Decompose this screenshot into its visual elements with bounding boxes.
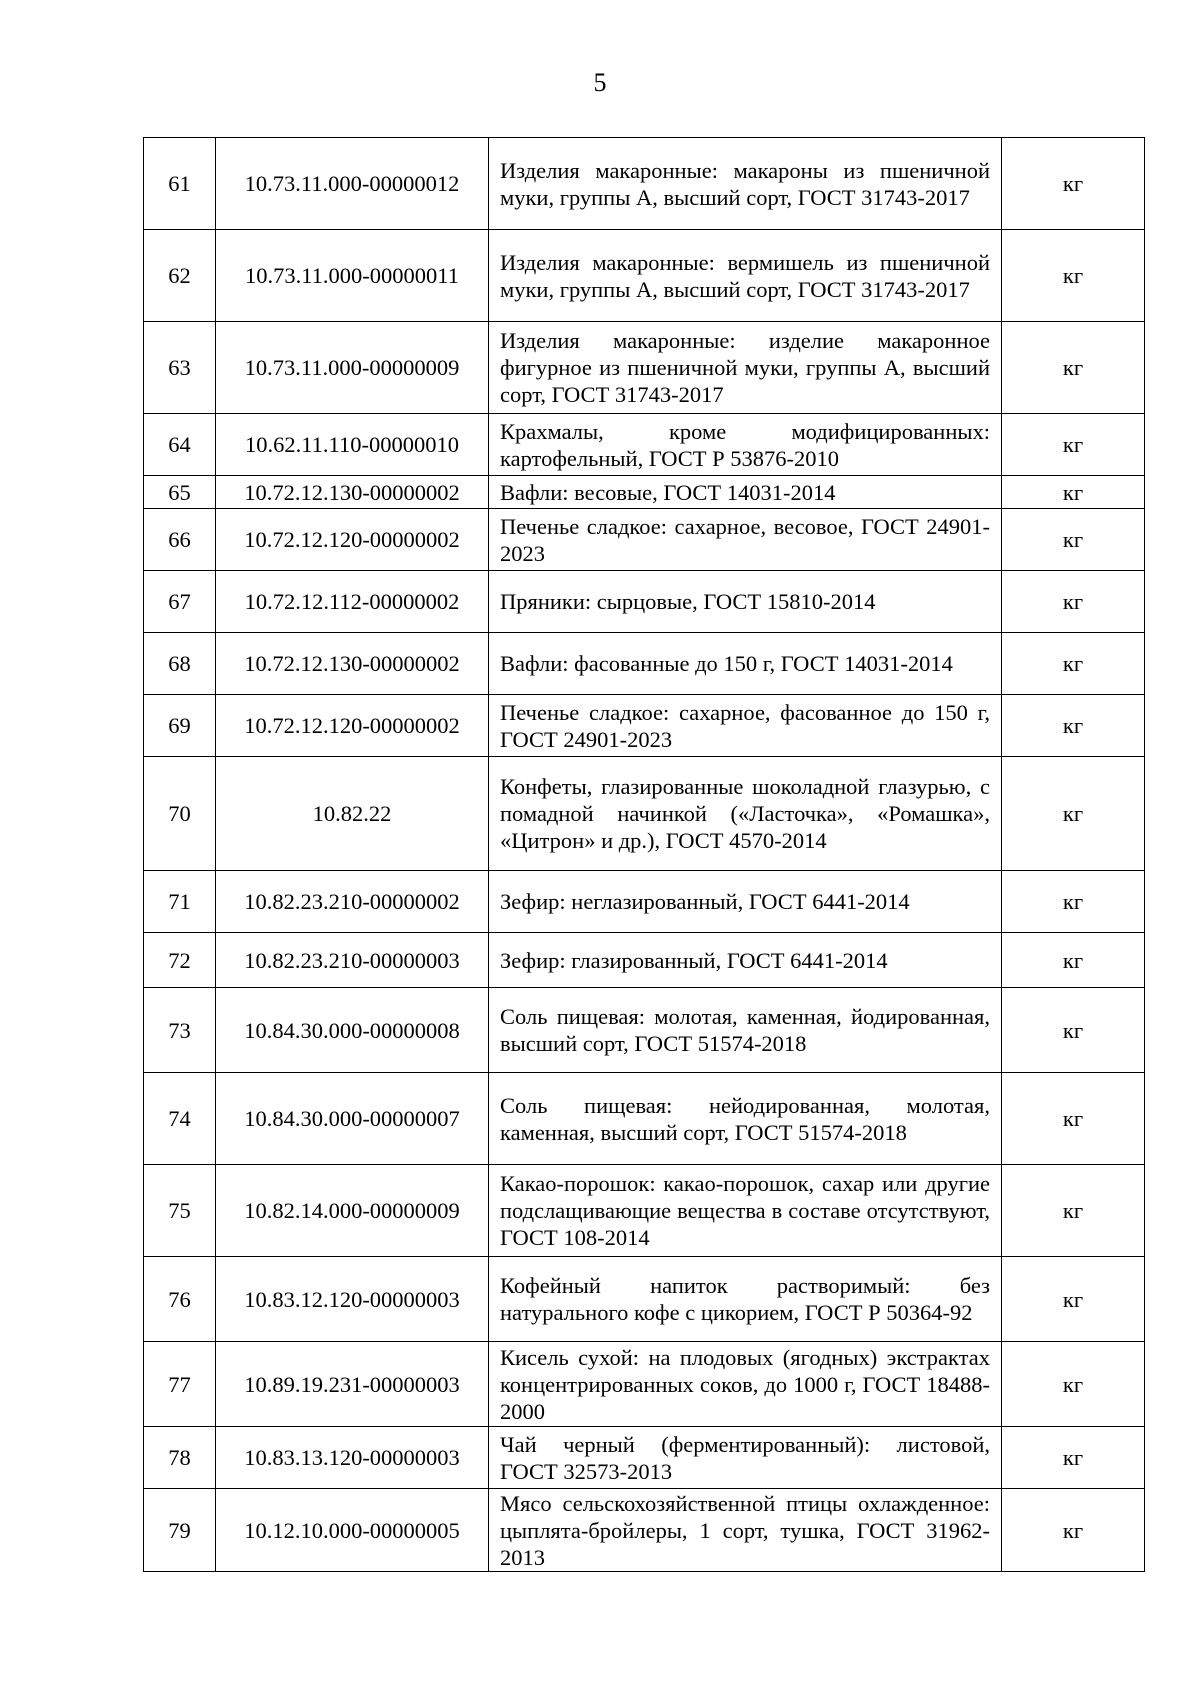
row-description-cell [489, 1073, 1002, 1165]
row-number: 65 [168, 479, 191, 505]
row-description: Изделия макаронные: вермишель из пшеничной муки, группы А, высший сорт, ГОСТ 31743-2017 [500, 249, 990, 302]
row-unit: кг [1062, 171, 1084, 196]
row-number: 68 [168, 651, 191, 676]
row-description-cell [489, 322, 1002, 414]
row-number: 75 [168, 1198, 191, 1223]
row-description-cell [489, 757, 1002, 871]
row-unit: кг [1062, 1017, 1084, 1043]
row-number-cell [144, 695, 216, 757]
row-description-cell [489, 476, 1002, 509]
row-description: Конфеты, глазированные шоколадной глазурью, с помадной начинкой («Ласточка», «Ромашка», «Цитрон» и др.), ГОСТ 4570-2014 [500, 774, 990, 853]
row-description: Вафли: фасованные до 150 г, ГОСТ 14031-2014 [500, 651, 953, 676]
row-unit: кг [1062, 1106, 1084, 1131]
row-code-cell [216, 1342, 489, 1427]
row-unit-cell [1002, 933, 1145, 988]
table-row [144, 476, 1145, 509]
row-code: 10.82.22 [312, 801, 392, 826]
row-description-cell [489, 695, 1002, 757]
row-code: 10.72.12.120-00000002 [244, 527, 460, 552]
table-row [144, 633, 1145, 695]
row-unit: кг [1062, 355, 1084, 380]
row-unit-cell [1002, 322, 1145, 414]
row-description: Пряники: сырцовые, ГОСТ 15810-2014 [500, 589, 876, 614]
row-description: Соль пищевая: молотая, каменная, йодированная, высший сорт, ГОСТ 51574-2018 [500, 1004, 990, 1056]
row-code-cell [216, 476, 489, 509]
row-code: 10.73.11.000-00000009 [244, 355, 460, 380]
row-description-cell [489, 509, 1002, 571]
row-unit-cell [1002, 871, 1145, 933]
row-number-cell [144, 871, 216, 933]
row-unit-cell [1002, 1165, 1145, 1257]
row-code: 10.84.30.000-00000007 [244, 1106, 460, 1131]
row-description: Зефир: неглазированный, ГОСТ 6441-2014 [500, 889, 910, 914]
row-description: Соль пищевая: нейодированная, молотая, каменная, высший сорт, ГОСТ 51574-2018 [500, 1092, 990, 1145]
row-number: 67 [168, 589, 191, 614]
row-code: 10.84.30.000-00000008 [244, 1017, 460, 1043]
row-number-cell [144, 633, 216, 695]
row-number: 73 [168, 1017, 191, 1043]
row-code: 10.62.11.110-00000010 [245, 432, 459, 457]
row-description: Изделия макаронные: макароны из пшеничной муки, группы А, высший сорт, ГОСТ 31743-2017 [500, 157, 990, 210]
row-description: Изделия макаронные: изделие макаронное фигурное из пшеничной муки, группы А, высший сорт, ГОСТ 31743-2017 [500, 328, 990, 407]
table-row [144, 933, 1145, 988]
row-number: 61 [168, 171, 191, 196]
row-number-cell [144, 1489, 216, 1572]
row-code-cell [216, 414, 489, 476]
row-number-cell [144, 1073, 216, 1165]
row-description: Кисель сухой: на плодовых (ягодных) экстрактах концентрированных соков, до 1000 г, ГОСТ 18488-2000 [500, 1344, 990, 1424]
row-unit: кг [1062, 1286, 1084, 1312]
row-number-cell [144, 1257, 216, 1342]
row-unit: кг [1062, 713, 1084, 738]
row-code-cell [216, 633, 489, 695]
row-code-cell [216, 871, 489, 933]
row-description-cell [489, 933, 1002, 988]
row-description-cell [489, 138, 1002, 230]
row-unit-cell [1002, 757, 1145, 871]
row-code: 10.83.12.120-00000003 [244, 1286, 460, 1312]
row-unit-cell [1002, 509, 1145, 571]
row-description-cell [489, 1489, 1002, 1572]
row-number: 76 [168, 1286, 191, 1312]
table-row [144, 1257, 1145, 1342]
row-number: 71 [168, 889, 191, 914]
row-code-cell [216, 509, 489, 571]
row-description-cell [489, 1342, 1002, 1427]
table-row [144, 1165, 1145, 1257]
row-code-cell [216, 988, 489, 1073]
row-description-cell [489, 230, 1002, 322]
row-number: 69 [168, 713, 191, 738]
row-code-cell [216, 1489, 489, 1572]
row-unit-cell [1002, 476, 1145, 509]
row-number: 74 [168, 1106, 191, 1131]
row-number-cell [144, 1342, 216, 1427]
row-number-cell [144, 322, 216, 414]
row-number: 64 [168, 432, 191, 457]
table-row [144, 322, 1145, 414]
row-description: Кофейный напиток растворимый: без натурального кофе с цикорием, ГОСТ Р 50364-92 [500, 1273, 990, 1325]
row-number: 63 [168, 355, 191, 380]
row-number: 66 [168, 527, 191, 552]
table-row [144, 1489, 1145, 1572]
row-unit-cell [1002, 1489, 1145, 1572]
row-code: 10.82.23.210-00000003 [244, 947, 460, 973]
table-row [144, 138, 1145, 230]
row-unit: кг [1062, 263, 1084, 288]
table-row [144, 571, 1145, 633]
row-code: 10.83.13.120-00000003 [244, 1445, 460, 1470]
row-code-cell [216, 1427, 489, 1489]
row-unit: кг [1062, 651, 1084, 676]
row-unit: кг [1062, 947, 1084, 973]
row-number-cell [144, 414, 216, 476]
row-number: 70 [168, 801, 191, 826]
row-code: 10.82.14.000-00000009 [244, 1198, 460, 1223]
row-description-cell [489, 414, 1002, 476]
row-number-cell [144, 476, 216, 509]
row-description-cell [489, 633, 1002, 695]
row-code-cell [216, 1165, 489, 1257]
row-number-cell [144, 933, 216, 988]
row-code-cell [216, 757, 489, 871]
row-code-cell [216, 933, 489, 988]
table-row [144, 1427, 1145, 1489]
row-unit-cell [1002, 414, 1145, 476]
row-unit-cell [1002, 571, 1145, 633]
row-unit: кг [1062, 527, 1084, 552]
row-number-cell [144, 988, 216, 1073]
row-unit: кг [1062, 1198, 1084, 1223]
row-code-cell [216, 138, 489, 230]
row-unit: кг [1062, 1517, 1084, 1543]
row-number-cell [144, 757, 216, 871]
row-unit: кг [1062, 432, 1084, 457]
table-row [144, 757, 1145, 871]
row-number: 78 [168, 1445, 191, 1470]
row-code: 10.72.12.112-00000002 [244, 589, 460, 614]
goods-table [143, 137, 1145, 1572]
table-row [144, 695, 1145, 757]
row-unit-cell [1002, 633, 1145, 695]
row-code: 10.73.11.000-00000011 [245, 263, 459, 288]
row-description-cell [489, 1427, 1002, 1489]
row-description-cell [489, 871, 1002, 933]
row-code-cell [216, 1257, 489, 1342]
row-unit-cell [1002, 1342, 1145, 1427]
page-number: 5 [593, 68, 607, 97]
row-unit: кг [1062, 479, 1084, 505]
row-description-cell [489, 988, 1002, 1073]
table-row [144, 1073, 1145, 1165]
row-code: 10.82.23.210-00000002 [244, 889, 460, 914]
table-row [144, 988, 1145, 1073]
row-number: 79 [168, 1517, 191, 1543]
row-unit-cell [1002, 1073, 1145, 1165]
row-description: Чай черный (ферментированный): листовой, ГОСТ 32573-2013 [500, 1431, 990, 1484]
row-code-cell [216, 322, 489, 414]
row-unit-cell [1002, 138, 1145, 230]
row-description: Мясо сельскохозяйственной птицы охлажденное: цыплята-бройлеры, 1 сорт, тушка, ГОСТ 31962-2013 [500, 1490, 990, 1570]
row-unit-cell [1002, 695, 1145, 757]
table-row [144, 1342, 1145, 1427]
row-code: 10.72.12.130-00000002 [244, 651, 460, 676]
row-number: 62 [168, 263, 191, 288]
row-number-cell [144, 571, 216, 633]
row-number-cell [144, 138, 216, 230]
row-unit: кг [1062, 589, 1084, 614]
row-description: Печенье сладкое: сахарное, фасованное до 150 г, ГОСТ 24901-2023 [500, 699, 990, 752]
row-unit: кг [1062, 1371, 1084, 1397]
row-code-cell [216, 230, 489, 322]
row-code: 10.89.19.231-00000003 [244, 1371, 460, 1397]
table-row [144, 230, 1145, 322]
row-number-cell [144, 1165, 216, 1257]
row-description-cell [489, 1257, 1002, 1342]
row-unit-cell [1002, 1257, 1145, 1342]
row-number: 77 [168, 1371, 191, 1397]
row-unit: кг [1062, 889, 1084, 914]
table-row [144, 871, 1145, 933]
row-description: Вафли: весовые, ГОСТ 14031-2014 [500, 479, 836, 505]
row-description: Зефир: глазированный, ГОСТ 6441-2014 [500, 947, 888, 973]
row-description: Какао-порошок: какао-порошок, сахар или другие подслащивающие вещества в составе отсутствуют, ГОСТ 108-2014 [500, 1171, 990, 1250]
row-code: 10.72.12.120-00000002 [244, 713, 460, 738]
row-number-cell [144, 509, 216, 571]
row-unit: кг [1062, 801, 1084, 826]
row-code: 10.73.11.000-00000012 [244, 171, 460, 196]
row-number-cell [144, 1427, 216, 1489]
table-row [144, 414, 1145, 476]
row-description-cell [489, 571, 1002, 633]
row-code-cell [216, 1073, 489, 1165]
row-number-cell [144, 230, 216, 322]
row-code: 10.72.12.130-00000002 [244, 479, 460, 505]
row-code-cell [216, 695, 489, 757]
goods-table-body [144, 138, 1145, 1572]
row-description: Крахмалы, кроме модифицированных: картофельный, ГОСТ Р 53876-2010 [500, 418, 990, 471]
row-code-cell [216, 571, 489, 633]
row-unit: кг [1062, 1445, 1084, 1470]
row-code: 10.12.10.000-00000005 [244, 1517, 460, 1543]
table-row [144, 509, 1145, 571]
row-unit-cell [1002, 230, 1145, 322]
row-description-cell [489, 1165, 1002, 1257]
row-unit-cell [1002, 988, 1145, 1073]
row-number: 72 [168, 947, 191, 973]
row-description: Печенье сладкое: сахарное, весовое, ГОСТ 24901-2023 [500, 513, 990, 566]
row-unit-cell [1002, 1427, 1145, 1489]
